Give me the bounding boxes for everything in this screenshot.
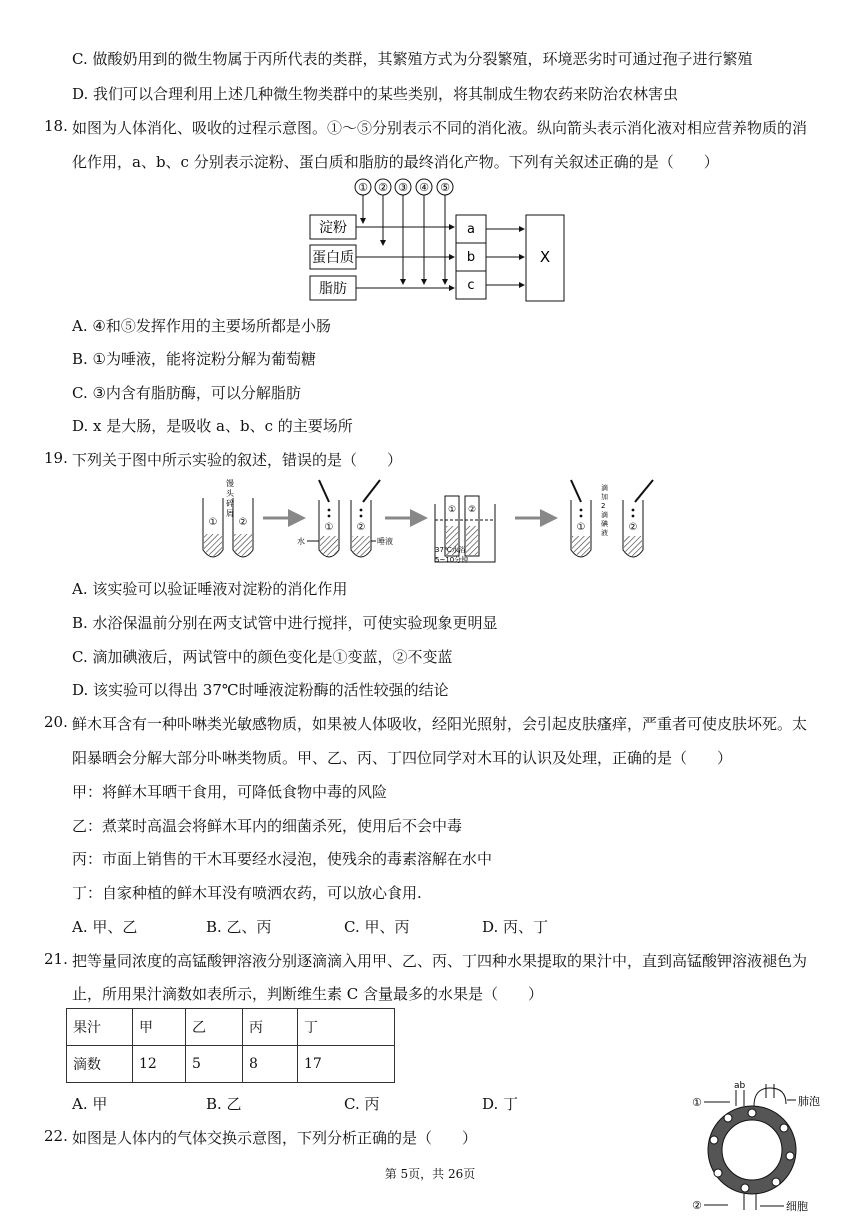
stage4-tube-1: ①	[576, 522, 586, 533]
digestion-diagram	[300, 178, 570, 304]
iodine-label: 滴加 2 滴碘液	[601, 484, 608, 537]
q18-stem-line2: 化作用，a、b、c 分别表示淀粉、蛋白质和脂肪的最终消化产物。下列有关叙述正确的是（ ）	[72, 153, 719, 171]
q21-option-a: A. 甲	[72, 1095, 108, 1113]
table-cell: 12	[133, 1046, 186, 1083]
q21-option-b: B. 乙	[206, 1095, 242, 1113]
table-cell: 乙	[186, 1009, 243, 1046]
label-2: ②	[692, 1199, 702, 1212]
q19-number: 19.	[44, 449, 68, 467]
product-a: a	[467, 222, 475, 237]
fluid-3: ③	[398, 181, 408, 194]
table-cell: 滴数	[67, 1046, 133, 1083]
q19-option-a: A. 该实验可以验证唾液对淀粉的消化作用	[72, 580, 348, 598]
saliva-label: 唾液	[377, 537, 393, 546]
q20-option-d: D. 丙、丁	[482, 918, 549, 936]
q18-option-d: D. x 是大肠，是吸收 a、b、c 的主要场所	[72, 417, 353, 435]
q21-number: 21.	[44, 950, 68, 968]
saliva-experiment-diagram	[195, 478, 665, 570]
q20-stem-line2: 阳暴晒会分解大部分卟啉类物质。甲、乙、丙、丁四位同学对木耳的认识及处理，正确的是（ ）	[72, 749, 733, 767]
stage3-tube-2: ②	[467, 505, 477, 515]
juice-drops-table	[66, 1008, 395, 1083]
fluid-4: ④	[419, 181, 429, 194]
tube-1-label: ①	[208, 517, 218, 528]
q18-number: 18.	[44, 117, 68, 135]
q19-option-b: B. 水浴保温前分别在两支试管中进行搅拌，可使实验现象更明显	[72, 614, 498, 632]
product-c: c	[467, 278, 475, 293]
q19-stem: 下列关于图中所示实验的叙述，错误的是（ ）	[72, 451, 403, 469]
gas-exchange-diagram	[690, 1078, 825, 1212]
stage3-tube-1: ①	[447, 505, 457, 515]
q20-statement-jia: 甲：将鲜木耳晒干食用，可降低食物中毒的风险	[72, 783, 388, 801]
table-cell: 果汁	[67, 1009, 133, 1046]
q20-option-c: C. 甲、丙	[344, 918, 410, 936]
table-cell: 8	[243, 1046, 298, 1083]
cell-label: 细胞	[786, 1200, 808, 1212]
stage4-tube-2: ②	[628, 522, 638, 533]
tube-2-label: ②	[238, 517, 248, 528]
table-row	[67, 1009, 395, 1046]
time-label: 5~10分钟	[435, 556, 469, 564]
q21-stem-line2: 止，所用果汁滴数如表所示，判断维生素 C 含量最多的水果是（ ）	[72, 985, 544, 1003]
fluid-5: ⑤	[440, 181, 450, 194]
mantou-label: 馒头碎屑	[226, 479, 234, 518]
q20-statement-bing: 丙：市面上销售的干木耳要经水浸泡，使残余的毒素溶解在水中	[72, 850, 493, 868]
q20-statement-yi: 乙：煮菜时高温会将鲜木耳内的细菌杀死，使用后不会中毒	[72, 817, 463, 835]
q20-option-a: A. 甲、乙	[72, 918, 138, 936]
q22-stem: 如图是人体内的气体交换示意图，下列分析正确的是（ ）	[72, 1129, 478, 1147]
q20-option-b: B. 乙、丙	[206, 918, 272, 936]
q17-option-c: C. 做酸奶用到的微生物属于丙所代表的类群，其繁殖方式为分裂繁殖，环境恶劣时可通过孢子进行繁殖	[72, 50, 753, 68]
q19-option-d: D. 该实验可以得出 37℃时唾液淀粉酶的活性较强的结论	[72, 681, 449, 699]
bath-label: 37℃水浴	[435, 546, 466, 554]
q18-option-b: B. ①为唾液，能将淀粉分解为葡萄糖	[72, 350, 317, 368]
nutrient-fat: 脂肪	[319, 281, 347, 297]
product-b: b	[466, 250, 476, 265]
q20-statement-ding: 丁：自家种植的鲜木耳没有喷洒农药，可以放心食用.	[72, 884, 422, 902]
table-cell: 丙	[243, 1009, 298, 1046]
q20-number: 20.	[44, 713, 68, 731]
table-cell: 5	[186, 1046, 243, 1083]
table-cell: 丁	[298, 1009, 395, 1046]
q21-option-c: C. 丙	[344, 1095, 380, 1113]
q18-stem-line1: 如图为人体消化、吸收的过程示意图。①～⑤分别表示不同的消化液。纵向箭头表示消化液对相应营养物质的消	[72, 119, 808, 137]
alveolus-label: 肺泡	[798, 1095, 820, 1108]
water-label: 水	[297, 537, 305, 546]
stage2-tube-2: ②	[356, 522, 366, 533]
q19-option-c: C. 滴加碘液后，两试管中的颜色变化是①变蓝，②不变蓝	[72, 648, 453, 666]
stage2-tube-1: ①	[324, 522, 334, 533]
label-1: ①	[692, 1096, 702, 1109]
nutrient-starch: 淀粉	[319, 220, 347, 236]
fluid-2: ②	[378, 181, 388, 194]
page-footer: 第 5页，共 26页	[384, 1167, 476, 1181]
q21-option-d: D. 丁	[482, 1095, 519, 1113]
q21-stem-line1: 把等量同浓度的高锰酸钾溶液分别逐滴滴入用甲、乙、丙、丁四种水果提取的果汁中，直到高锰酸钾溶液褪色为	[72, 952, 808, 970]
organ-x: X	[539, 248, 551, 266]
fluid-labels	[355, 179, 453, 195]
q17-option-d: D. 我们可以合理利用上述几种微生物类群中的某些类别，将其制成生物农药来防治农林害虫	[72, 85, 679, 103]
q18-option-a: A. ④和⑤发挥作用的主要场所都是小肠	[72, 317, 331, 335]
nutrient-protein: 蛋白质	[312, 250, 354, 266]
q20-stem-line1: 鲜木耳含有一种卟啉类光敏感物质，如果被人体吸收，经阳光照射，会引起皮肤瘙痒，严重者可使皮肤坏死。太	[72, 715, 808, 733]
table-row	[67, 1046, 395, 1083]
q22-number: 22.	[44, 1127, 68, 1145]
table-cell: 17	[298, 1046, 395, 1083]
fluid-1: ①	[358, 181, 368, 194]
ab-label: ab	[734, 1081, 746, 1091]
q18-option-c: C. ③内含有脂肪酶，可以分解脂肪	[72, 384, 301, 402]
table-cell: 甲	[133, 1009, 186, 1046]
